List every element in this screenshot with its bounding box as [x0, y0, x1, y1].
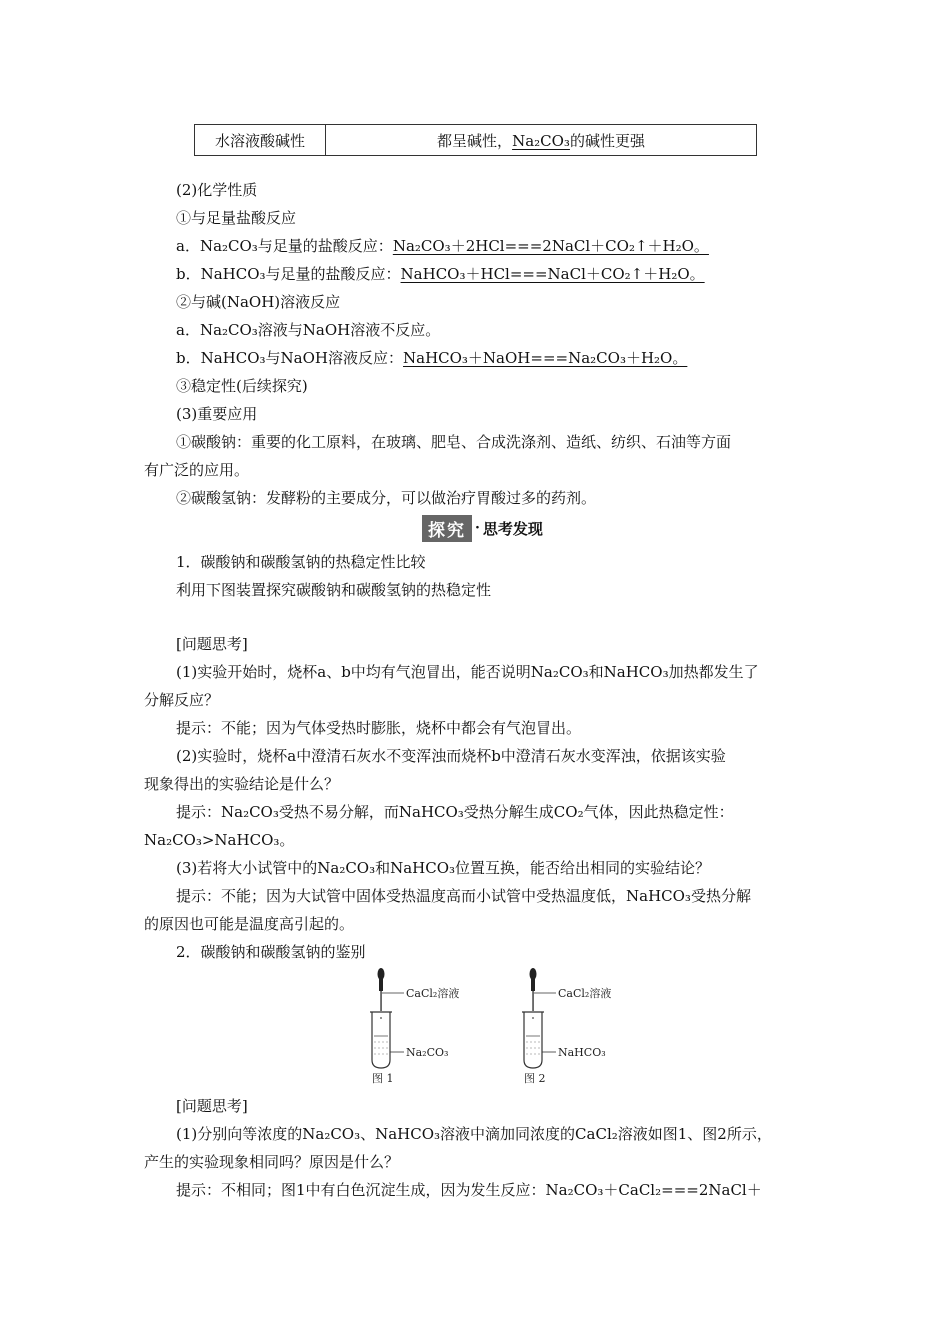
- reaction-equation: Na₂CO₃＋2HCl===2NaCl＋CO₂↑＋H₂O。: [392, 237, 709, 255]
- question-label: [问题思考]: [176, 1097, 248, 1115]
- table-value-prefix: 都呈碱性，: [437, 131, 513, 150]
- answer-text: 的原因也可能是温度高引起的。: [144, 915, 355, 933]
- test-tube-icon: [522, 1012, 544, 1068]
- question-text: (3)若将大小试管中的Na₂CO₃和NaHCO₃位置互换，能否给出相同的实验结论？: [176, 859, 711, 877]
- answer-text: 提示：不能；因为大试管中固体受热温度高而小试管中受热温度低，NaHCO₃受热分解: [176, 887, 751, 905]
- section-intro: 利用下图装置探究碳酸钠和碳酸氢钠的热稳定性: [176, 581, 492, 599]
- question-label: [问题思考]: [176, 635, 248, 653]
- table-value-suffix: 的碱性更强: [569, 131, 645, 150]
- answer-text: 提示：不能；因为气体受热时膨胀，烧杯中都会有气泡冒出。: [176, 719, 582, 737]
- properties-table: [194, 124, 757, 156]
- table-row: [195, 125, 757, 156]
- answer-text: 提示：Na₂CO₃受热不易分解，而NaHCO₃受热分解生成CO₂气体，因此热稳定性：: [176, 803, 734, 821]
- question-text: (1)分别向等浓度的Na₂CO₃、NaHCO₃溶液中滴加同浓度的CaCl₂溶液如图1、图2所示，: [176, 1125, 772, 1143]
- subsection-stability: ③稳定性(后续探究): [176, 377, 308, 395]
- reagent-label: CaCl₂溶液: [406, 987, 460, 1000]
- explore-banner: [422, 516, 543, 540]
- reaction-text: b．NaHCO₃与足量的盐酸反应：: [176, 265, 401, 283]
- application-line: ②碳酸氢钠：发酵粉的主要成分，可以做治疗胃酸过多的药剂。: [176, 489, 597, 507]
- figure-caption: 图 1: [372, 1072, 394, 1085]
- application-line: 有广泛的应用。: [144, 461, 250, 479]
- reaction-text: b．NaHCO₃与NaOH溶液反应：: [176, 349, 403, 367]
- section-heading: 2．碳酸钠和碳酸氢钠的鉴别: [176, 943, 366, 961]
- dropper-icon: [530, 968, 537, 1011]
- figure-caption: 图 2: [524, 1072, 546, 1085]
- banner-tag: 探究: [422, 515, 472, 542]
- solution-label: Na₂CO₃: [406, 1046, 449, 1059]
- figure-2: [522, 968, 611, 1085]
- question-text: 分解反应？: [144, 691, 220, 709]
- solution-label: NaHCO₃: [558, 1046, 606, 1059]
- test-tube-icon: [370, 1012, 392, 1068]
- section-heading: 1．碳酸钠和碳酸氢钠的热稳定性比较: [176, 553, 426, 571]
- test-tube-figure: [360, 966, 620, 1090]
- section-applications: (3)重要应用: [176, 405, 258, 423]
- reaction-equation: NaHCO₃＋HCl===NaCl＋CO₂↑＋H₂O。: [400, 265, 705, 283]
- reaction-line-b: [176, 264, 705, 284]
- table-cell-label: 水溶液酸碱性: [195, 125, 326, 156]
- reaction-line-d: [176, 348, 687, 368]
- answer-text: 提示：不相同；图1中有白色沉淀生成，因为发生反应：Na₂CO₃＋CaCl₂===2NaCl＋: [176, 1181, 762, 1199]
- table-cell-value: [326, 125, 757, 156]
- reaction-text: a．Na₂CO₃与足量的盐酸反应：: [176, 237, 393, 255]
- question-text: 产生的实验现象相同吗？原因是什么？: [144, 1153, 400, 1171]
- answer-text: Na₂CO₃>NaHCO₃。: [144, 831, 295, 849]
- section-chemical-properties: (2)化学性质: [176, 181, 258, 199]
- question-text: (1)实验开始时，烧杯a、b中均有气泡冒出，能否说明Na₂CO₃和NaHCO₃加热都发生了: [176, 663, 759, 681]
- reaction-equation: NaHCO₃＋NaOH===Na₂CO₃＋H₂O。: [403, 349, 688, 367]
- application-line: ①碳酸钠：重要的化工原料，在玻璃、肥皂、合成洗涤剂、造纸、纺织、石油等方面: [176, 433, 732, 451]
- subsection-base-reaction: ②与碱(NaOH)溶液反应: [176, 293, 341, 311]
- banner-dot: ·: [475, 520, 480, 536]
- question-text: 现象得出的实验结论是什么？: [144, 775, 340, 793]
- subsection-acid-reaction: ①与足量盐酸反应: [176, 209, 297, 227]
- banner-title: 思考发现: [482, 519, 543, 538]
- reaction-line-a: [176, 236, 709, 256]
- figure-1: [370, 968, 459, 1085]
- dropper-icon: [378, 968, 385, 1011]
- question-text: (2)实验时，烧杯a中澄清石灰水不变浑浊而烧杯b中澄清石灰水变浑浊，依据该实验: [176, 747, 726, 765]
- table-value-formula: Na₂CO₃: [512, 131, 570, 150]
- reaction-line-c: a．Na₂CO₃溶液与NaOH溶液不反应。: [176, 321, 441, 339]
- reagent-label: CaCl₂溶液: [558, 987, 612, 1000]
